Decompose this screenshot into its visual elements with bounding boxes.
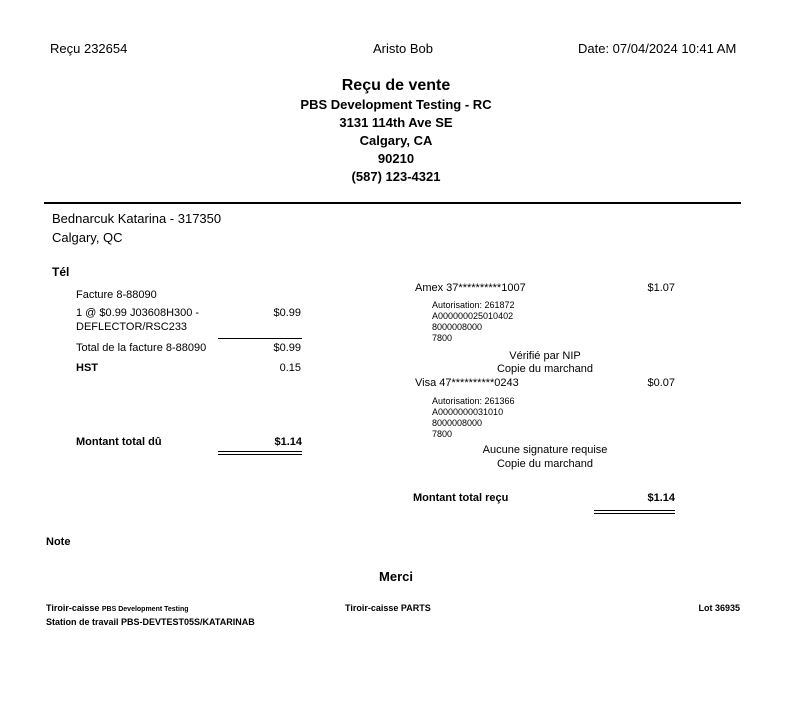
receipt-date: Date: 07/04/2024 10:41 AM — [578, 41, 737, 56]
invoice-total-label: Total de la facture 8-88090 — [76, 342, 207, 354]
payment-aid: A0000000031010 — [432, 407, 504, 417]
company-name: PBS Development Testing - RC — [300, 97, 492, 112]
amount-due-value: $1.14 — [274, 436, 302, 448]
subtotal-rule — [218, 338, 302, 339]
tax-label: HST — [76, 362, 98, 374]
receipt-number: Reçu 232654 — [50, 41, 128, 56]
company-phone: (587) 123-4321 — [351, 169, 441, 184]
drawer-info — [46, 603, 189, 613]
line-item-amount: $0.99 — [273, 307, 301, 319]
due-double-rule — [218, 451, 302, 455]
lot-number: Lot 36935 — [698, 603, 740, 613]
company-postal: 90210 — [377, 151, 415, 166]
payment-amount: $0.07 — [647, 377, 675, 389]
workstation: Station de travail PBS-DEVTEST05S/KATARINAB — [46, 617, 255, 627]
customer-name: Bednarcuk Katarina - 317350 — [52, 211, 222, 226]
payment-tsi: 7800 — [432, 333, 453, 343]
header-divider — [44, 202, 741, 204]
drawer-label: Tiroir-caisse — [46, 603, 100, 613]
line-item-desc: 1 @ $0.99 J03608H300 - — [76, 307, 200, 319]
received-double-rule — [594, 510, 675, 514]
note-label: Note — [46, 536, 71, 548]
thank-you: Merci — [379, 569, 413, 584]
payment-tvr: 8000008000 — [432, 322, 483, 332]
payment-tsi: 7800 — [432, 429, 453, 439]
payment-verification: Aucune signature requise — [482, 444, 608, 456]
payment-copy: Copie du marchand — [496, 363, 593, 375]
company-city: Calgary, CA — [359, 133, 433, 148]
customer-location: Calgary, QC — [52, 230, 123, 245]
tel-label: Tél — [52, 265, 70, 279]
amount-received-label: Montant total reçu — [413, 492, 509, 504]
payment-aid: A000000025010402 — [432, 311, 514, 321]
receipt-title: Reçu de vente — [341, 77, 451, 94]
line-item-part: DEFLECTOR/RSC233 — [76, 321, 188, 333]
payment-copy: Copie du marchand — [496, 458, 593, 470]
invoice-total-amount: $0.99 — [273, 342, 301, 354]
payment-auth: Autorisation: 261872 — [432, 300, 515, 310]
payment-amount: $1.07 — [647, 282, 675, 294]
drawer-parts: Tiroir-caisse PARTS — [345, 603, 431, 613]
tax-amount: 0.15 — [279, 362, 301, 374]
payment-tvr: 8000008000 — [432, 418, 483, 428]
drawer-name: PBS Development Testing — [101, 606, 189, 613]
company-address: 3131 114th Ave SE — [339, 115, 453, 130]
payment-verification: Vérifié par NIP — [509, 350, 581, 362]
invoice-label: Facture 8-88090 — [76, 289, 157, 301]
payment-auth: Autorisation: 261366 — [432, 396, 515, 406]
payment-card: Amex 37**********1007 — [415, 282, 526, 294]
payment-card: Visa 47**********0243 — [415, 377, 519, 389]
user-name: Aristo Bob — [373, 41, 433, 56]
amount-received-value: $1.14 — [647, 492, 675, 504]
amount-due-label: Montant total dû — [76, 436, 162, 448]
